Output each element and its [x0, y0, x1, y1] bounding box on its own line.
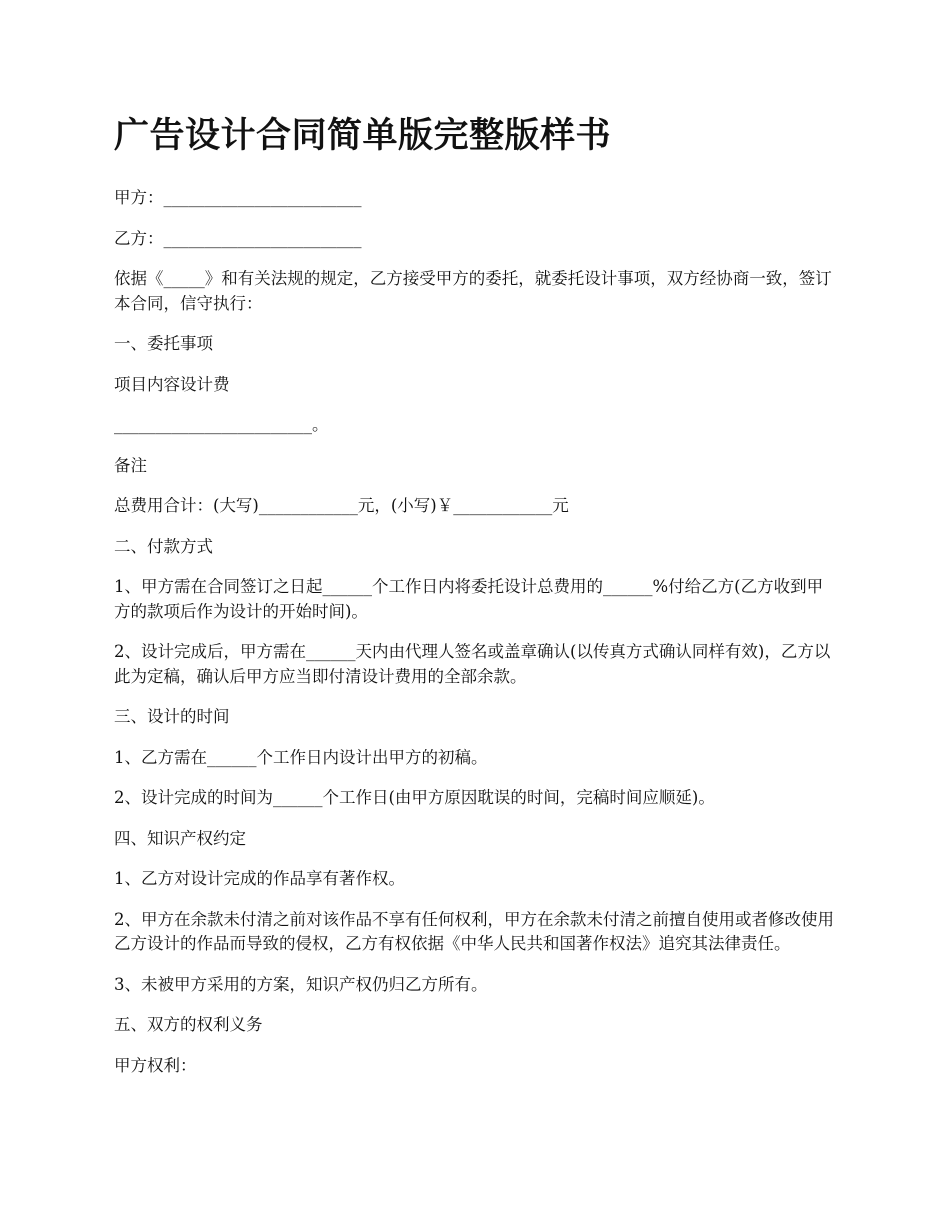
- ip-clause-3: 3、未被甲方采用的方案，知识产权仍归乙方所有。: [114, 974, 488, 994]
- section-heading-ip: 四、知识产权约定: [114, 828, 246, 848]
- section-heading-design-time: 三、设计的时间: [114, 707, 230, 726]
- party-a-rights-heading: 甲方权利：: [114, 1055, 197, 1075]
- ip-clause-1: 1、乙方对设计完成的作品享有著作权。: [114, 869, 405, 888]
- blank-fill-line: ________________________。: [114, 415, 329, 434]
- total-fee-line: 总费用合计：(大写)____________元，(小写)￥____________元: [114, 496, 569, 515]
- remarks-line: 备注: [114, 455, 147, 475]
- section-heading-payment: 二、付款方式: [114, 536, 213, 556]
- project-content-line: 项目内容设计费: [114, 374, 230, 394]
- document-title: 广告设计合同简单版完整版样书: [114, 116, 612, 156]
- section-heading-entrusted-matters: 一、委托事项: [114, 334, 213, 353]
- design-time-clause-1: 1、乙方需在______个工作日内设计出甲方的初稿。: [114, 747, 488, 767]
- party-b-line: 乙方：________________________: [114, 228, 362, 248]
- party-a-line: 甲方：________________________: [114, 188, 362, 207]
- design-time-clause-2: 2、设计完成的时间为______个工作日(由甲方原因耽误的时间，完稿时间应顺延)。: [114, 788, 715, 807]
- payment-clause-1: 1、甲方需在合同签订之日起______个工作日内将委托设计总费用的______%付给乙方(乙方收到甲方的款项后作为设计的开始时间)。: [114, 577, 824, 621]
- document-page: [114, 108, 839, 1094]
- payment-clause-2: 2、设计完成后，甲方需在______天内由代理人签名或盖章确认(以传真方式确认同样有效)，乙方以此为定稿，确认后甲方应当即付清设计费用的全部余款。: [114, 642, 831, 686]
- preamble-paragraph: 依据《_____》和有关法规的规定，乙方接受甲方的委托，就委托设计事项，双方经协商一致，签订本合同，信守执行：: [114, 269, 832, 313]
- section-heading-rights-obligations: 五、双方的权利义务: [114, 1015, 263, 1034]
- ip-clause-2: 2、甲方在余款未付清之前对该作品不享有任何权利，甲方在余款未付清之前擅自使用或者修改使用乙方设计的作品而导致的侵权，乙方有权依据《中华人民共和国著作权法》追究其法律责任。: [114, 909, 834, 953]
